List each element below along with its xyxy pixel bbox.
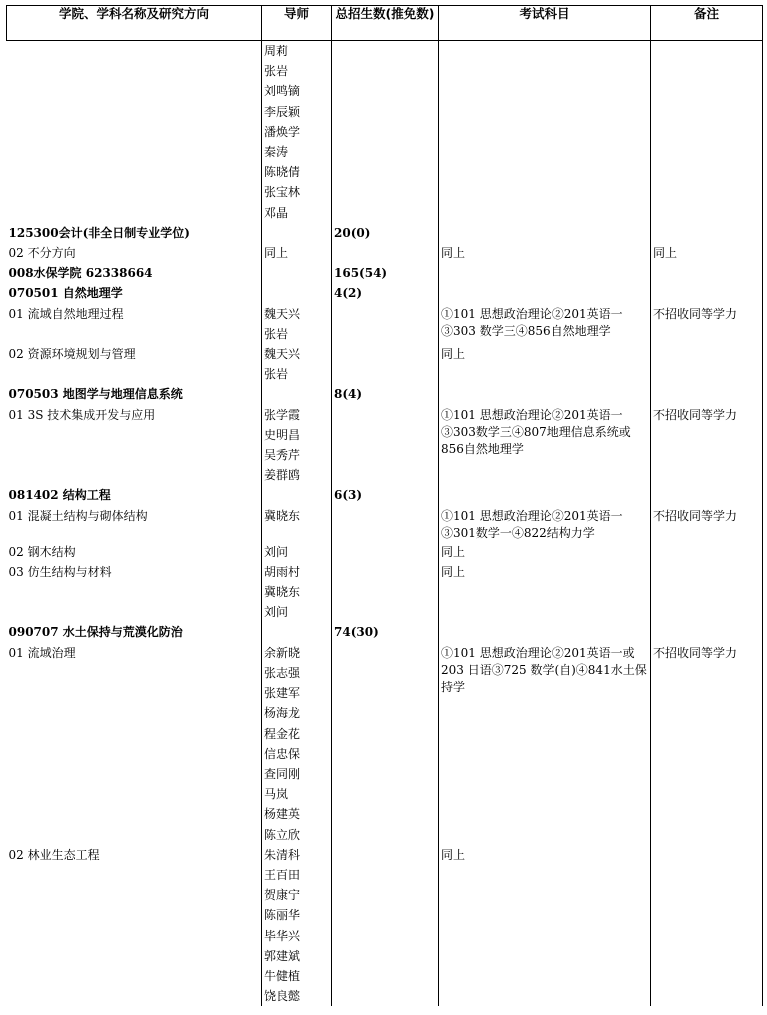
- note-cell: [651, 223, 763, 243]
- note-cell: 不招收同等学力: [651, 506, 763, 542]
- tutor-cell: [262, 283, 332, 303]
- table-row: [7, 643, 763, 845]
- tutor-name: 刘问: [264, 605, 289, 620]
- tutor-name: 冀晓东: [264, 508, 301, 523]
- quota-cell: 4(2): [332, 283, 439, 303]
- exam-cell: ①101 思想政治理论②201英语一③303数学三④807地理信息系统或856自然地理学: [439, 405, 651, 486]
- tutor-name: 陈丽华: [264, 908, 301, 923]
- quota-cell: 165(54): [332, 263, 439, 283]
- tutor-name: 冀晓东: [264, 585, 301, 600]
- table-row: [7, 243, 763, 263]
- table-header-row: [7, 6, 763, 41]
- table-row: [7, 41, 763, 223]
- tutor-name: 刘问: [264, 544, 289, 559]
- tutor-name: 陈晓倩: [264, 165, 301, 180]
- note-cell: [651, 344, 763, 384]
- tutor-name: 胡雨村: [264, 564, 301, 579]
- note-cell: 不招收同等学力: [651, 304, 763, 344]
- tutor-name: 魏天兴: [264, 306, 301, 321]
- tutor-cell: [262, 845, 332, 1007]
- exam-cell: 同上: [439, 243, 651, 263]
- table-row: [7, 506, 763, 542]
- exam-cell: [439, 283, 651, 303]
- header-major: 学院、学科名称及研究方向: [7, 6, 262, 41]
- exam-cell: 同上: [439, 845, 651, 1007]
- note-cell: [651, 845, 763, 1007]
- quota-cell: [332, 304, 439, 344]
- note-cell: [651, 41, 763, 223]
- tutor-cell: [262, 263, 332, 283]
- exam-cell: [439, 263, 651, 283]
- tutor-name: 王百田: [264, 867, 301, 882]
- table-row: [7, 223, 763, 243]
- header-exam: 考试科目: [439, 6, 651, 41]
- tutor-name: 贺康宁: [264, 888, 301, 903]
- tutor-cell: [262, 41, 332, 223]
- tutor-cell: [262, 542, 332, 562]
- quota-cell: [332, 845, 439, 1007]
- tutor-cell: [262, 223, 332, 243]
- tutor-name: 周莉: [264, 44, 289, 58]
- table-row: [7, 283, 763, 303]
- table-row: [7, 542, 763, 562]
- note-cell: 不招收同等学力: [651, 643, 763, 845]
- table-row: [7, 845, 763, 1007]
- major-cell: 070501 自然地理学: [8, 286, 123, 301]
- tutor-name: 史明昌: [264, 427, 301, 442]
- tutor-cell: [262, 304, 332, 344]
- tutor-name: 陈立欣: [264, 827, 301, 842]
- quota-cell: [332, 41, 439, 223]
- header-note: 备注: [651, 6, 763, 41]
- note-cell: [651, 283, 763, 303]
- major-cell: 02 钢木结构: [8, 544, 76, 559]
- note-cell: 同上: [651, 243, 763, 263]
- tutor-name: 潘焕学: [264, 124, 301, 139]
- exam-cell: [439, 485, 651, 505]
- major-cell: 01 流域自然地理过程: [8, 306, 124, 321]
- quota-cell: 74(30): [332, 622, 439, 642]
- major-cell: 01 3S 技术集成开发与应用: [8, 407, 156, 422]
- table-row: [7, 622, 763, 642]
- tutor-cell: [262, 622, 332, 642]
- quota-cell: [332, 562, 439, 623]
- major-cell: [7, 41, 262, 223]
- exam-cell: ①101 思想政治理论②201英语一或203 日语③725 数学(自)④841水土保持学: [439, 643, 651, 845]
- tutor-cell: [262, 405, 332, 486]
- tutor-name: 同上: [264, 246, 289, 261]
- tutor-name: 毕华兴: [264, 928, 301, 943]
- table-row: [7, 344, 763, 384]
- note-cell: [651, 562, 763, 623]
- tutor-name: 张岩: [264, 326, 289, 341]
- major-cell: 081402 结构工程: [8, 488, 111, 503]
- note-cell: [651, 542, 763, 562]
- tutor-cell: [262, 562, 332, 623]
- table-body: [7, 41, 763, 1007]
- note-cell: 不招收同等学力: [651, 405, 763, 486]
- quota-cell: [332, 405, 439, 486]
- table-row: [7, 263, 763, 283]
- tutor-name: 张宝林: [264, 185, 301, 200]
- quota-cell: 6(3): [332, 485, 439, 505]
- major-cell: 070503 地图学与地理信息系统: [8, 387, 183, 402]
- tutor-name: 余新晓: [264, 645, 301, 660]
- quota-cell: [332, 344, 439, 384]
- tutor-cell: [262, 506, 332, 542]
- tutor-cell: [262, 243, 332, 263]
- exam-cell: ①101 思想政治理论②201英语一③301数学一④822结构力学: [439, 506, 651, 542]
- exam-cell: [439, 223, 651, 243]
- note-cell: [651, 485, 763, 505]
- tutor-name: 吴秀芹: [264, 448, 301, 463]
- admissions-table: [6, 5, 763, 1006]
- major-cell: 02 资源环境规划与管理: [8, 347, 136, 362]
- header-quota: 总招生数(推免数): [332, 6, 439, 41]
- quota-cell: 20(0): [332, 223, 439, 243]
- header-tutor: 导师: [262, 6, 332, 41]
- quota-cell: 8(4): [332, 384, 439, 404]
- note-cell: [651, 384, 763, 404]
- tutor-name: 张建军: [264, 686, 301, 701]
- quota-cell: [332, 243, 439, 263]
- tutor-cell: [262, 344, 332, 384]
- major-cell: 008水保学院 62338664: [8, 266, 153, 281]
- major-cell: 03 仿生结构与材料: [8, 564, 112, 579]
- exam-cell: 同上: [439, 562, 651, 623]
- quota-cell: [332, 542, 439, 562]
- exam-cell: [439, 384, 651, 404]
- tutor-name: 魏天兴: [264, 347, 301, 362]
- tutor-name: 刘鸣镝: [264, 84, 301, 99]
- table-row: [7, 304, 763, 344]
- major-cell: 02 林业生态工程: [8, 847, 100, 862]
- exam-cell: [439, 41, 651, 223]
- major-cell: 125300会计(非全日制专业学位): [8, 225, 190, 240]
- table-row: [7, 562, 763, 623]
- major-cell: 01 混凝土结构与砌体结构: [8, 508, 148, 523]
- tutor-name: 张岩: [264, 64, 289, 79]
- quota-cell: [332, 506, 439, 542]
- exam-cell: [439, 622, 651, 642]
- exam-cell: ①101 思想政治理论②201英语一③303 数学三④856自然地理学: [439, 304, 651, 344]
- quota-cell: [332, 643, 439, 845]
- tutor-name: 邓晶: [264, 205, 289, 220]
- tutor-name: 信忠保: [264, 746, 301, 761]
- tutor-name: 李辰颖: [264, 104, 301, 119]
- tutor-cell: [262, 384, 332, 404]
- exam-cell: 同上: [439, 344, 651, 384]
- tutor-name: 饶良懿: [264, 989, 301, 1004]
- major-cell: 090707 水土保持与荒漠化防治: [8, 625, 183, 640]
- tutor-name: 秦涛: [264, 145, 289, 160]
- note-cell: [651, 263, 763, 283]
- tutor-name: 牛健植: [264, 968, 301, 983]
- note-cell: [651, 622, 763, 642]
- major-cell: 01 流域治理: [8, 645, 76, 660]
- tutor-name: 朱清科: [264, 847, 301, 862]
- table-row: [7, 384, 763, 404]
- tutor-name: 查同刚: [264, 766, 301, 781]
- tutor-name: 张志强: [264, 665, 301, 680]
- table-row: [7, 405, 763, 486]
- exam-cell: 同上: [439, 542, 651, 562]
- tutor-cell: [262, 643, 332, 845]
- tutor-name: 程金花: [264, 726, 301, 741]
- tutor-name: 张学霞: [264, 407, 301, 422]
- tutor-name: 张岩: [264, 367, 289, 382]
- tutor-name: 杨海龙: [264, 706, 301, 721]
- tutor-name: 杨建英: [264, 807, 301, 822]
- table-row: [7, 485, 763, 505]
- tutor-name: 姜群鸥: [264, 468, 301, 483]
- major-cell: 02 不分方向: [8, 246, 76, 261]
- tutor-name: 马岚: [264, 787, 289, 802]
- tutor-cell: [262, 485, 332, 505]
- tutor-name: 郭建斌: [264, 948, 301, 963]
